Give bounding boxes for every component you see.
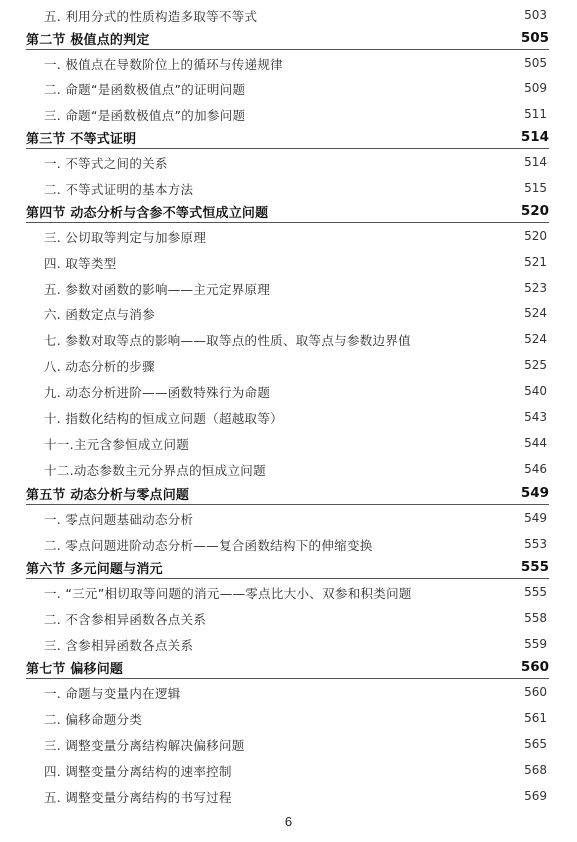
page-ref: 561 — [524, 711, 547, 725]
page-ref: 514 — [524, 155, 547, 169]
toc-section — [0, 556, 577, 578]
section-underline — [26, 678, 549, 679]
entry-title: 九. 动态分析进阶——函数特殊行为命题 — [44, 385, 271, 400]
section-title: 第六节 多元问题与消元 — [26, 562, 163, 577]
entry-title: 一. 命题与变量内在逻辑 — [44, 686, 181, 701]
entry-title: 十. 指数化结构的恒成立问题（超越取等） — [44, 411, 283, 426]
page-ref: 543 — [524, 410, 547, 424]
entry-title: 二. 零点问题进阶动态分析——复合函数结构下的伸缩变换 — [44, 538, 373, 553]
entry-title: 五. 利用分式的性质构造多取等不等式 — [44, 9, 258, 24]
entry-title: 一. “三元”相切取等问题的消元——零点比大小、双参和积类问题 — [44, 586, 412, 601]
entry-title: 一. 零点问题基础动态分析 — [44, 512, 194, 527]
page-ref: 569 — [524, 789, 547, 803]
entry-title: 一. 极值点在导数阶位上的循环与传递规律 — [44, 57, 283, 72]
page-ref: 503 — [524, 8, 547, 22]
toc-entry — [0, 682, 577, 704]
section-title: 第七节 偏移问题 — [26, 662, 124, 677]
page-ref: 540 — [524, 384, 547, 398]
page-ref: 521 — [524, 255, 547, 269]
entry-title: 三. 调整变量分离结构解决偏移问题 — [44, 738, 245, 753]
entry-title: 二. 不等式证明的基本方法 — [44, 182, 194, 197]
toc-entry — [0, 278, 577, 300]
page-ref: 544 — [524, 436, 547, 450]
toc-entry — [0, 582, 577, 604]
toc-section — [0, 27, 577, 49]
section-title: 第四节 动态分析与含参不等式恒成立问题 — [26, 206, 269, 221]
page-ref: 525 — [524, 358, 547, 372]
page-ref: 505 — [524, 56, 547, 70]
toc-section — [0, 482, 577, 504]
toc-entry — [0, 407, 577, 429]
toc-entry — [0, 53, 577, 75]
toc-section — [0, 656, 577, 678]
entry-title: 五. 参数对函数的影响——主元定界原理 — [44, 282, 271, 297]
toc-entry — [0, 104, 577, 126]
toc-entry — [0, 634, 577, 656]
section-title: 第五节 动态分析与零点问题 — [26, 488, 190, 503]
toc-entry — [0, 608, 577, 630]
page-ref: 511 — [524, 107, 547, 121]
toc-entry — [0, 152, 577, 174]
toc-entry — [0, 708, 577, 730]
page-ref: 549 — [520, 485, 549, 501]
toc-entry — [0, 433, 577, 455]
page-ref: 555 — [520, 559, 549, 575]
page-ref: 560 — [524, 685, 547, 699]
toc-section — [0, 126, 577, 148]
page-ref: 524 — [524, 306, 547, 320]
section-underline — [26, 504, 549, 505]
entry-title: 十二.动态参数主元分界点的恒成立问题 — [44, 463, 266, 478]
page-ref: 523 — [524, 281, 547, 295]
page-ref: 553 — [524, 537, 547, 551]
toc-entry — [0, 78, 577, 100]
page-ref: 505 — [520, 30, 549, 46]
toc-entry — [0, 508, 577, 530]
page-ref: 565 — [524, 737, 547, 751]
entry-title: 二. 偏移命题分类 — [44, 712, 143, 727]
toc-entry — [0, 534, 577, 556]
entry-title: 七. 参数对取等点的影响——取等点的性质、取等点与参数边界值 — [44, 333, 411, 348]
page-ref: 509 — [524, 81, 547, 95]
toc-section — [0, 200, 577, 222]
page-ref: 514 — [520, 129, 549, 145]
toc-entry — [0, 381, 577, 403]
toc-entry — [0, 459, 577, 481]
entry-title: 五. 调整变量分离结构的书写过程 — [44, 790, 232, 805]
section-title: 第二节 极值点的判定 — [26, 33, 150, 48]
toc-entry — [0, 226, 577, 248]
entry-title: 三. 含参相异函数各点关系 — [44, 638, 194, 653]
page-ref: 520 — [524, 229, 547, 243]
section-underline — [26, 49, 549, 50]
entry-title: 三. 公切取等判定与加参原理 — [44, 230, 207, 245]
entry-title: 六. 函数定点与消参 — [44, 307, 155, 322]
page-ref: 560 — [520, 659, 549, 675]
page-ref: 558 — [524, 611, 547, 625]
section-underline — [26, 148, 549, 149]
entry-title: 四. 取等类型 — [44, 256, 117, 271]
page-ref: 524 — [524, 332, 547, 346]
toc-entry — [0, 252, 577, 274]
page-ref: 546 — [524, 462, 547, 476]
section-underline — [26, 222, 549, 223]
section-underline — [26, 578, 549, 579]
entry-title: 二. 命题“是函数极值点”的证明问题 — [44, 82, 246, 97]
toc-entry — [0, 5, 577, 27]
toc-entry — [0, 178, 577, 200]
entry-title: 八. 动态分析的步骤 — [44, 359, 155, 374]
page-ref: 555 — [524, 585, 547, 599]
entry-title: 十一.主元含参恒成立问题 — [44, 437, 190, 452]
page-ref: 520 — [520, 203, 549, 219]
entry-title: 一. 不等式之间的关系 — [44, 156, 168, 171]
entry-title: 四. 调整变量分离结构的速率控制 — [44, 764, 232, 779]
entry-title: 二. 不含参相异函数各点关系 — [44, 612, 207, 627]
page-ref: 515 — [524, 181, 547, 195]
section-title: 第三节 不等式证明 — [26, 132, 137, 147]
entry-title: 三. 命题“是函数极值点”的加参问题 — [44, 108, 246, 123]
page-ref: 559 — [524, 637, 547, 651]
toc-entry — [0, 734, 577, 756]
page-ref: 568 — [524, 763, 547, 777]
page-number: 6 — [284, 814, 293, 829]
page-ref: 549 — [524, 511, 547, 525]
toc-entry — [0, 760, 577, 782]
toc-entry — [0, 786, 577, 808]
toc-entry — [0, 303, 577, 325]
toc-entry — [0, 355, 577, 377]
toc-entry — [0, 329, 577, 351]
